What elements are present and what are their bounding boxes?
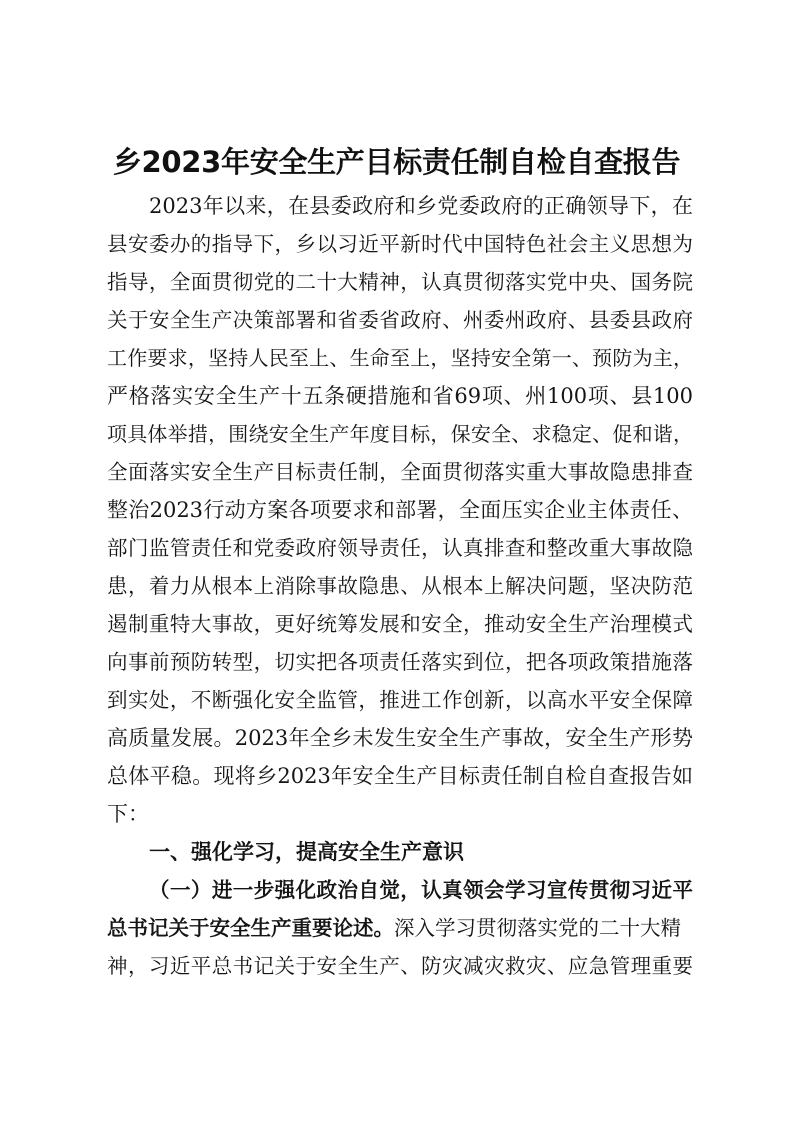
paragraph-line: 指导，全面贯彻党的二十大精神，认真贯彻落实党中央、国务院 (107, 270, 693, 294)
paragraph-line: 高质量发展。2023年全乡未发生安全生产事故，安全生产形势 (107, 726, 693, 750)
paragraph-line: 县安委办的指导下，乡以习近平新时代中国特色社会主义思想为 (107, 232, 693, 256)
paragraph-line: 严格落实安全生产十五条硬措施和省69项、州100项、县100 (107, 384, 693, 408)
paragraph-line: 整治2023行动方案各项要求和部署，全面压实企业主体责任、 (107, 498, 693, 522)
paragraph-line: 遏制重特大事故，更好统筹发展和安全，推动安全生产治理模式 (107, 612, 693, 636)
paragraph-line: 工作要求，坚持人民至上、生命至上，坚持安全第一、预防为主， (107, 346, 693, 370)
paragraph-line: 总体平稳。现将乡2023年安全生产目标责任制自检自查报告如 (107, 764, 693, 788)
document-title: 乡2023年安全生产目标责任制自检自查报告 (112, 145, 681, 179)
paragraph-line: 患，着力从根本上消除事故隐患、从根本上解决问题，坚决防范 (107, 574, 693, 598)
subsection-heading-line: （一）进一步强化政治自觉，认真领会学习宣传贯彻习近平 (149, 878, 693, 902)
section-heading: 一、强化学习，提高安全生产意识 (149, 840, 464, 864)
subsection-heading-end: 总书记关于安全生产重要论述。 (107, 916, 394, 940)
paragraph-line: 到实处，不断强化安全监管，推进工作创新，以高水平安全保障 (107, 688, 693, 712)
subsection-mixed-line (107, 910, 693, 946)
paragraph-line: 关于安全生产决策部署和省委省政府、州委州政府、县委县政府 (107, 308, 693, 332)
paragraph-line: 向事前预防转型，切实把各项责任落实到位，把各项政策措施落 (107, 650, 693, 674)
paragraph-line: 下： (107, 802, 149, 826)
paragraph-line: 神，习近平总书记关于安全生产、防灾减灾救灾、应急管理重要 (107, 954, 693, 978)
paragraph-line: 2023年以来，在县委政府和乡党委政府的正确领导下，在 (149, 194, 693, 218)
paragraph-line: 部门监管责任和党委政府领导责任，认真排查和整改重大事故隐 (107, 536, 693, 560)
subsection-text-start: 深入学习贯彻落实党的二十大精 (394, 916, 681, 940)
paragraph-line: 全面落实安全生产目标责任制，全面贯彻落实重大事故隐患排查 (107, 460, 693, 484)
paragraph-line: 项具体举措，围绕安全生产年度目标，保安全、求稳定、促和谐， (107, 422, 693, 446)
